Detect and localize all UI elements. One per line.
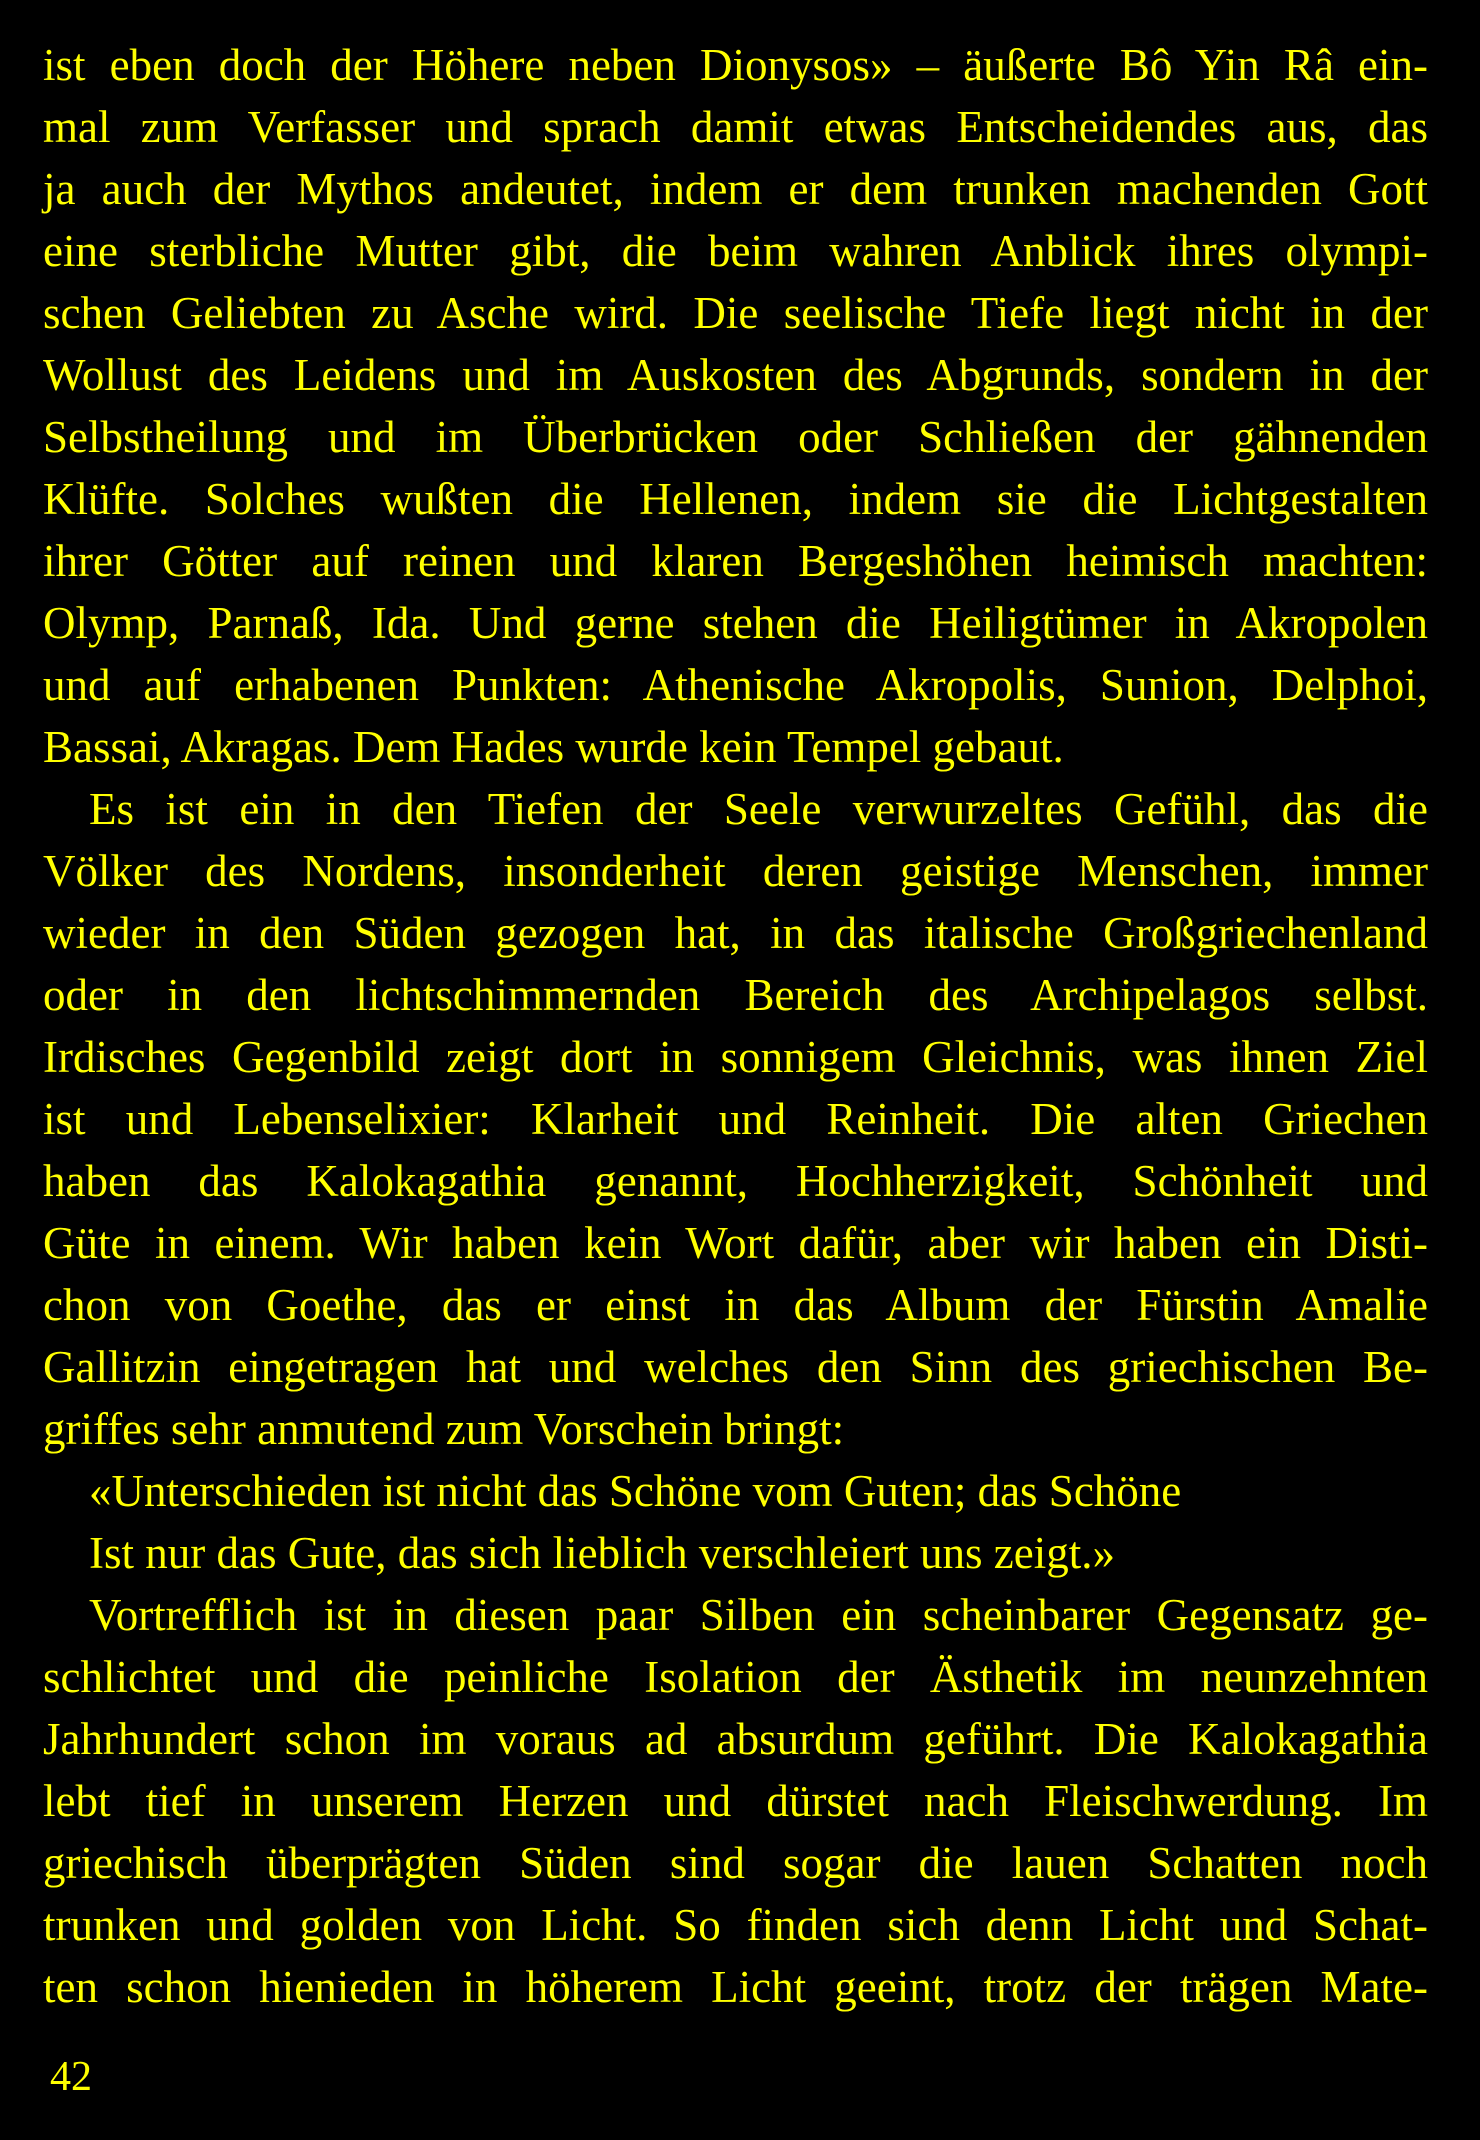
text-line: Gallitzin eingetragen hat und welches den Sinn des griechischen Be- — [43, 1342, 1428, 1392]
verse-line-1: «Unterschieden ist nicht das Schöne vom Guten; das Schöne — [89, 1466, 1182, 1516]
text-line: Olymp, Parnaß, Ida. Und gerne stehen die Heiligtümer in Akropolen — [43, 598, 1428, 648]
text-line: trunken und golden von Licht. So finden sich denn Licht und Schat- — [43, 1900, 1428, 1950]
text-line: Irdisches Gegenbild zeigt dort in sonnigem Gleichnis, was ihnen Ziel — [43, 1032, 1428, 1082]
text-line: Völker des Nordens, insonderheit deren geistige Menschen, immer — [43, 846, 1428, 896]
paragraph-end-line: Bassai, Akragas. Dem Hades wurde kein Tempel gebaut. — [43, 722, 1064, 772]
text-line: ja auch der Mythos andeutet, indem er dem trunken machenden Gott — [43, 164, 1428, 214]
paragraph-end-line: griffes sehr anmutend zum Vorschein bringt: — [43, 1404, 845, 1454]
text-line: schen Geliebten zu Asche wird. Die seelische Tiefe liegt nicht in der — [43, 288, 1428, 338]
text-line: schlichtet und die peinliche Isolation der Ästhetik im neunzehnten — [43, 1652, 1428, 1702]
verse-line-2: Ist nur das Gute, das sich lieblich verschleiert uns zeigt.» — [89, 1528, 1115, 1578]
text-line: lebt tief in unserem Herzen und dürstet nach Fleischwerdung. Im — [43, 1776, 1428, 1826]
paragraph-start-line: Es ist ein in den Tiefen der Seele verwurzeltes Gefühl, das die — [89, 784, 1428, 834]
text-line: ihrer Götter auf reinen und klaren Bergeshöhen heimisch machten: — [43, 536, 1428, 586]
text-line: Selbstheilung und im Überbrücken oder Schließen der gähnenden — [43, 412, 1428, 462]
body-text — [43, 34, 1428, 2018]
text-line: Wollust des Leidens und im Auskosten des Abgrunds, sondern in der — [43, 350, 1428, 400]
text-line: mal zum Verfasser und sprach damit etwas Entscheidendes aus, das — [43, 102, 1428, 152]
text-line: eine sterbliche Mutter gibt, die beim wahren Anblick ihres olympi- — [43, 226, 1428, 276]
page-number: 42 — [50, 2054, 92, 2100]
text-line: haben das Kalokagathia genannt, Hochherzigkeit, Schönheit und — [43, 1156, 1428, 1206]
text-line: und auf erhabenen Punkten: Athenische Akropolis, Sunion, Delphoi, — [43, 660, 1428, 710]
text-line: ten schon hienieden in höherem Licht geeint, trotz der trägen Mate- — [43, 1962, 1428, 2012]
text-line: wieder in den Süden gezogen hat, in das italische Großgriechenland — [43, 908, 1428, 958]
text-line: Jahrhundert schon im voraus ad absurdum geführt. Die Kalokagathia — [43, 1714, 1428, 1764]
text-line: Klüfte. Solches wußten die Hellenen, indem sie die Lichtgestalten — [43, 474, 1428, 524]
text-line: ist und Lebenselixier: Klarheit und Reinheit. Die alten Griechen — [43, 1094, 1428, 1144]
text-line: griechisch überprägten Süden sind sogar die lauen Schatten noch — [43, 1838, 1428, 1888]
text-line: Güte in einem. Wir haben kein Wort dafür, aber wir haben ein Disti- — [43, 1218, 1428, 1268]
text-line: ist eben doch der Höhere neben Dionysos» – äußerte Bô Yin Râ ein- — [43, 40, 1428, 90]
text-line: oder in den lichtschimmernden Bereich des Archipelagos selbst. — [43, 970, 1428, 1020]
paragraph-start-line: Vortrefflich ist in diesen paar Silben ein scheinbarer Gegensatz ge- — [89, 1590, 1428, 1640]
text-line: chon von Goethe, das er einst in das Album der Fürstin Amalie — [43, 1280, 1428, 1330]
